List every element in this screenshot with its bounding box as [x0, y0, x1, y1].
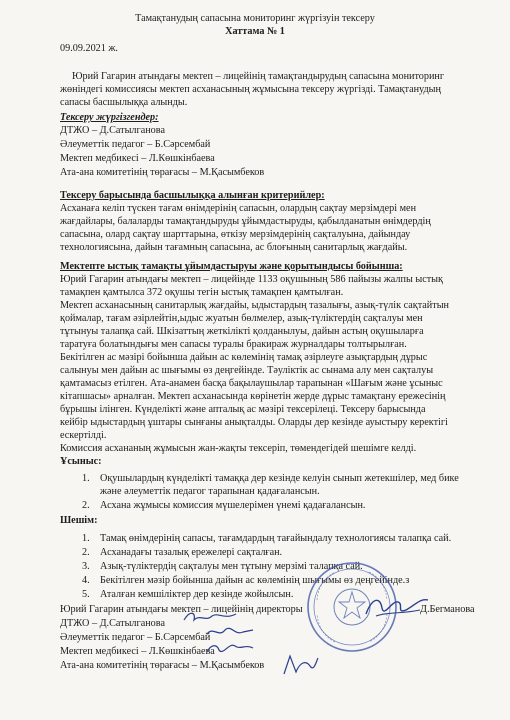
- proposal-text: және әлеуметтік педагог тарапынан қадағалансын.: [100, 486, 320, 497]
- document-title: Тамақтанудың сапасына мониторинг жүргізуін тексеру: [135, 13, 375, 24]
- inspector-line: Мектеп медбикесі – Л.Көшкінбаева: [60, 153, 215, 164]
- decision-number: 3.: [82, 561, 90, 572]
- signature-koshkinbaeva: [205, 640, 255, 656]
- organization-heading: Мектепте ыстық тамақты ұйымдастыруы және қорытындысы бойынша:: [60, 261, 403, 272]
- decision-item: [82, 532, 482, 545]
- proposal-item: [82, 499, 482, 512]
- organization-line: Мектеп асханасының санитарлық жағдайы, ыдыстардың тазалығы, азық-түлік сақтайтын: [60, 300, 450, 311]
- proposal-number: 2.: [82, 500, 90, 511]
- organization-line: қамтамасыз етілген. Ата-анамен басқа бақылаушылар тарапынан «Шағым және ұсыныс: [60, 378, 443, 389]
- organization-line: таратуға болатындығы мен сапасы туралы бракираж журналдары толтырылған.: [60, 339, 407, 350]
- inspector-line: ДТЖО – Д.Сатылганова: [60, 125, 165, 136]
- organization-line: қоймалар, тағам әзірлейтін,ыдыс жуатын бөлмелер, азық-түліктердің сақталуы мен: [60, 313, 423, 324]
- decision-item: [82, 574, 482, 587]
- criteria-heading: Тексеру барысында басшылыққа алынған критерийлер:: [60, 190, 325, 201]
- signatory-line: Ата-ана комитетінің төрағасы – М.Қасымбеков: [60, 660, 265, 671]
- document-date: 09.09.2021 ж.: [60, 43, 118, 54]
- intro-line: жөніндегі комиссиясы мектеп асханасының жұмысына тексеру жүргізді. Тамақтанудың: [60, 84, 441, 95]
- proposals-heading: Ұсыныс:: [60, 456, 102, 467]
- organization-line: бұрышы ілінген. Күнделікті және апталық ас мәзірі тексерілеці. Тексеру барысында: [60, 404, 426, 415]
- decision-number: 2.: [82, 547, 90, 558]
- inspectors-heading: Тексеру жүргізгендер:: [60, 112, 159, 123]
- signature-kasymbekov: [280, 652, 320, 678]
- organization-line: Комиссия асхананың жұмысын жан-жақты тексеріп, төмендегідей шешімге келді.: [60, 443, 417, 454]
- signatory-line: Мектеп медбикесі – Л.Көшкінбаева: [60, 646, 215, 657]
- organization-line: Юрий Гагарин атындағы мектеп – лицейінде 1133 оқушының 586 пайызы жалпы ыстық: [60, 274, 443, 285]
- decision-text: Асханадағы тазалық ережелері сақталған.: [100, 547, 283, 558]
- criteria-line: жағдайлары, балаларды тамақтандыруды ұйымдастыруды, қабылданатын өнімдердің: [60, 216, 431, 227]
- decision-text: Азық-түліктердің сақталуы мен тұтыну мерзімі талапқа сай.: [100, 561, 363, 572]
- inspector-line: Әлеуметтік педагог – Б.Сәрсембай: [60, 139, 211, 150]
- intro-line: сапасы басшылыққа алынды.: [60, 97, 188, 108]
- decision-text: Тамақ өнімдерінің сапасы, тағамдардың тағайындалу технологиясы талапқа сай.: [100, 533, 452, 544]
- proposal-item: [82, 485, 482, 498]
- protocol-number: Хаттама № 1: [225, 26, 285, 37]
- criteria-line: Асханаға келіп түскен тағам өнімдерінің сапасын, олардың сақтау мерзімдері мен: [60, 203, 417, 214]
- decision-heading: Шешім:: [60, 515, 98, 526]
- decision-text: Бекітілген мәзір бойынша дайын ас көлемінің шығымы өз деңгейінде.з: [100, 575, 410, 586]
- decision-number: 4.: [82, 575, 90, 586]
- director-line: Юрий Гагарин атындағы мектеп – лицейінің директоры: [60, 604, 303, 615]
- criteria-line: сапасына, олард сақтау шарттарына, өткізу мерзімдерінің сақталуына, дайындау: [60, 229, 411, 240]
- criteria-line: технологиясына, дайын тағамның сапасына, ас блоғының санитарлық жағдайы.: [60, 242, 408, 253]
- proposal-text: Асхана жұмысы комиссия мүшелерімен үнемі қадағалансын.: [100, 500, 366, 511]
- signatory-line: ДТЖО – Д.Сатылганова: [60, 618, 165, 629]
- proposal-number: 1.: [82, 473, 90, 484]
- organization-line: ескертілді.: [60, 430, 107, 441]
- intro-line: Юрий Гагарин атындағы мектеп – лицейінің тамақтандырудың сапасына мониторинг: [72, 71, 445, 82]
- inspector-line: Ата-ана комитетінің төрағасы – М.Қасымбеков: [60, 167, 265, 178]
- decision-text: Аталған кемшіліктер дер кезінде жойылсын.: [100, 589, 294, 600]
- proposal-item: [82, 472, 482, 485]
- proposal-text: Оқушылардың күнделікті тамаққа дер кезінде келуін сынып жетекшілер, мед бике: [100, 473, 459, 484]
- organization-line: Бекітілген ас мәзірі бойынша дайын ас көлемінің тамақ әзірлеуге азықтардың дұрыс: [60, 352, 428, 363]
- organization-line: кітапшасы» арналған. Мектеп асханасында көрінетін жерде дұрыс тамақтану ережесінің: [60, 391, 446, 402]
- director-name: Д.Бегманова: [420, 604, 475, 615]
- organization-line: тамақпен қамтылса 372 оқушы тегін ыстық тамақпен қамтылған.: [60, 287, 344, 298]
- decision-item: [82, 546, 482, 559]
- signatory-line: Әлеуметтік педагог – Б.Сәрсембай: [60, 632, 211, 643]
- decision-number: 5.: [82, 589, 90, 600]
- organization-line: салынуы мен дайын ас шығымы өз деңгейінде. Тәуліктік ас сынама алу мен сақталуы: [60, 365, 434, 376]
- organization-line: кейбір ыдыстардың ұштары сынғаны анықталды. Оларды дер кезінде ауыстыру керектігі: [60, 417, 448, 428]
- signature-sarsembai: [205, 624, 255, 640]
- decision-number: 1.: [82, 533, 90, 544]
- organization-line: тұтынуы талапқа сай. Шкізаттың жеткілікті қолданылуы, дайын астың оқушыларға: [60, 326, 424, 337]
- decision-item: [82, 560, 482, 573]
